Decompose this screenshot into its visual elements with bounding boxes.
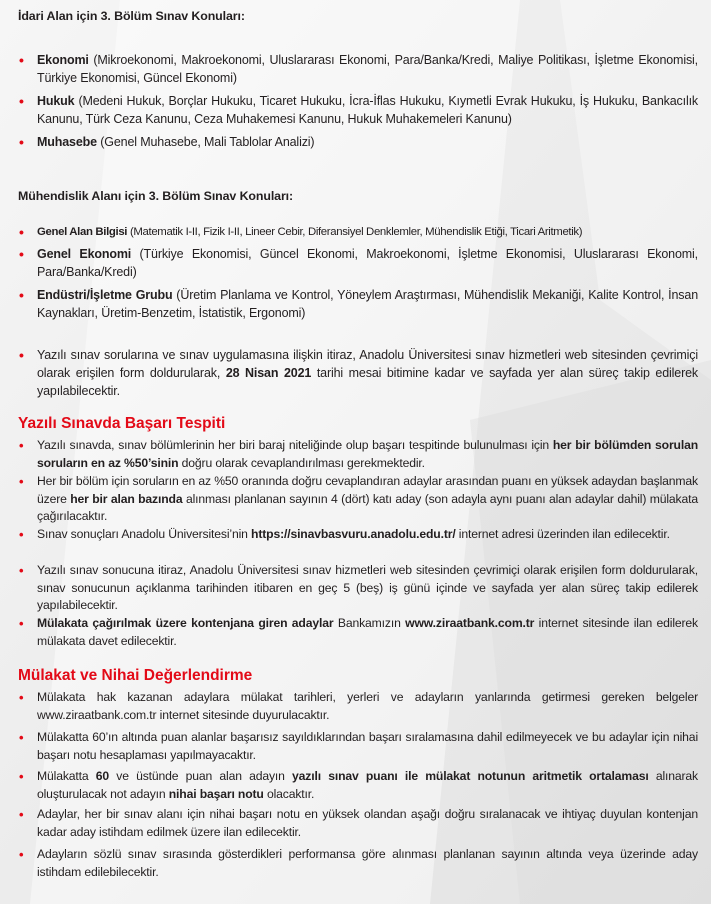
bullet-icon: • — [19, 807, 24, 822]
basari-item-sonuclar: Sınav sonuçları Anadolu Üniversitesi’nin https://sinavbasvuru.anadolu.edu.tr/ internet adresi üzerinden ilan edilecektir. — [37, 527, 670, 541]
bullet-icon: • — [19, 246, 24, 262]
bullet-icon: • — [19, 563, 24, 578]
idari-section-title: İdari Alan için 3. Bölüm Sınav Konuları: — [18, 9, 245, 23]
basari-section-title: Yazılı Sınavda Başarı Tespiti — [18, 415, 226, 432]
mulakat-item-duyuru: Mülakata hak kazanan adaylara mülakat tarihleri, yerleri ve adayların yanlarında getirmesi gereken belgeler www.ziraatbank.com.tr internet sitesinde duyurulacaktır. — [37, 690, 698, 722]
bullet-icon: • — [19, 527, 24, 542]
bullet-icon: • — [19, 224, 24, 240]
idari-item-muhasebe: Muhasebe (Genel Muhasebe, Mali Tablolar Analizi) — [37, 135, 315, 149]
muhendislik-section-title: Mühendislik Alanı için 3. Bölüm Sınav Konuları: — [18, 189, 294, 203]
idari-item-ekonomi: Ekonomi (Mikroekonomi, Makroekonomi, Uluslararası Ekonomi, Para/Banka/Kredi, Maliye Politikası, İşletme Ekonomisi, Türkiye Ekonomisi, Güncel Ekonomi) — [37, 53, 698, 85]
bullet-icon: • — [19, 847, 24, 862]
muhendislik-item-genel-ekonomi: Genel Ekonomi (Türkiye Ekonomisi, Güncel Ekonomi, Makroekonomi, İşletme Ekonomisi, Uluslararası Ekonomi, Para/Banka/Kredi) — [37, 247, 699, 279]
bullet-icon: • — [19, 287, 24, 303]
mulakat-item-basarisiz: Mülakatta 60’ın altında puan alanlar başarısız sayıldıklarından başarı sıralamasına dahil edilmeyecek ve bu adaylar için nihai başarı notu hesaplaması yapılmayacaktır. — [37, 730, 698, 762]
bullet-icon: • — [19, 134, 24, 150]
bullet-icon: • — [19, 616, 24, 631]
bullet-icon: • — [19, 52, 24, 68]
muhendislik-item-endustri: Endüstri/İşletme Grubu (Üretim Planlama ve Kontrol, Yöneylem Araştırması, Mühendislik Mekaniği, Kalite Kontrol, İnsan Kaynakları, Üretim-Benzetim, İstatistik, Ergonomi) — [37, 288, 699, 320]
bullet-icon: • — [19, 93, 24, 109]
basari-item-davet: Mülakata çağırılmak üzere kontenjana giren adaylar Bankamızın www.ziraatbank.com.tr internet sitesinde ilan edilerek mülakata davet edilecektir. — [37, 616, 698, 648]
bullet-icon: • — [19, 474, 24, 489]
basari-item-itiraz: Yazılı sınav sonucuna itiraz, Anadolu Üniversitesi sınav hizmetleri web sitesinden çevrimiçi olarak erişilen form doldurularak, sınav sonucunun açıklanma tarihinden itibaren en geç 5 (beş) iş günü içinde ve sayfada yer alan süreç takip edilerek yapılabilecektir. — [37, 563, 698, 612]
mulakat-item-siralama: Adaylar, her bir sınav alanı için nihai başarı notu en yüksek olandan aşağı doğru sıralanacak ve ihtiyaç duyulan kontenjan kadar aday istihdam edilmek üzere ilan edilecektir. — [37, 807, 698, 839]
idari-item-hukuk: Hukuk (Medeni Hukuk, Borçlar Hukuku, Ticaret Hukuku, İcra-İflas Hukuku, Kıymetli Evrak Hukuku, İş Hukuku, Bankacılık Kanunu, Türk Ceza Kanunu, Ceza Muhakemesi Kanunu, Hukuk Muhakemeleri Kanunu) — [37, 94, 698, 126]
bullet-icon: • — [19, 347, 24, 363]
bullet-icon: • — [19, 438, 24, 453]
mulakat-item-performans: Adayların sözlü sınav sırasında gösterdikleri performansa göre alınması planlanan sayının altında veya üzerinde aday istihdam edilebilecektir. — [37, 847, 698, 879]
mulakat-item-nihai-not: Mülakatta 60 ve üstünde puan alan adayın yazılı sınav puanı ile mülakat notunun aritmetik ortalaması alınarak oluşturulacak not adayın nihai başarı notu olacaktır. — [37, 769, 698, 801]
mulakat-section-title: Mülakat ve Nihai Değerlendirme — [18, 667, 253, 684]
bullet-icon: • — [19, 730, 24, 745]
bullet-icon: • — [19, 690, 24, 705]
muhendislik-item-genel-alan: Genel Alan Bilgisi (Matematik I-II, Fizik I-II, Lineer Cebir, Diferansiyel Denklemler, Mühendislik Etiği, Ticari Aritmetik) — [37, 226, 583, 238]
basari-item-baraj: Yazılı sınavda, sınav bölümlerinin her biri baraj niteliğinde olup başarı tespitinde bulunulması için her bir bölümden sorulan soruların en az %50’sinin doğru olarak cevaplandırılması gerekmektedir. — [37, 438, 698, 470]
itiraz-paragraph: Yazılı sınav sorularına ve sınav uygulamasına ilişkin itiraz, Anadolu Üniversitesi sınav hizmetleri web sitesinden çevrimiçi olarak erişilen form doldurularak, 28 Nisan 2021 tarihi mesai bitimine kadar ve sayfada yer alan süreç takip edilerek yapılabilecektir. — [37, 348, 698, 398]
basari-item-mulakat-cagri: Her bir bölüm için soruların en az %50 oranında doğru cevaplandıran adaylar arasından puanı en yüksek adaydan başlanmak üzere her bir alan bazında alınması planlanan sayının 4 (dört) katı aday (son adayla aynı puanı alan adaylar dahil) mülakata çağırılacaktır. — [37, 474, 698, 523]
bullet-icon: • — [19, 769, 24, 784]
